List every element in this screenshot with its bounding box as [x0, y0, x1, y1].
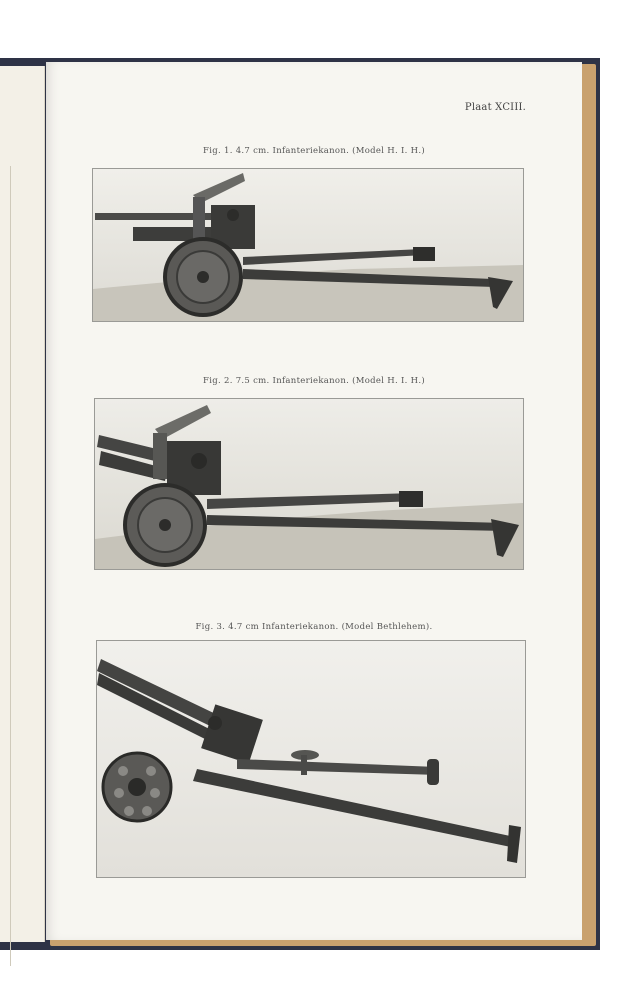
- left-page-rule: [10, 166, 11, 966]
- figure-2-caption: Fig. 2. 7.5 cm. Infanteriekanon. (Model H. I. H.): [203, 376, 425, 386]
- figure-1-photo: [92, 168, 524, 322]
- plate-page: [46, 62, 582, 940]
- figure-3-caption: Fig. 3. 4.7 cm Infanteriekanon. (Model Bethlehem).: [195, 622, 433, 632]
- cannon-2-illustration: [95, 399, 523, 569]
- left-page-edge: [0, 66, 45, 942]
- cannon-1-illustration: [93, 169, 523, 321]
- figure-2-photo: [94, 398, 524, 570]
- figure-3-photo: [96, 640, 526, 878]
- cannon-3-illustration: [97, 641, 525, 877]
- figure-1-caption: Fig. 1. 4.7 cm. Infanteriekanon. (Model H. I. H.): [203, 146, 425, 156]
- plate-number: Plaat XCIII.: [464, 102, 526, 113]
